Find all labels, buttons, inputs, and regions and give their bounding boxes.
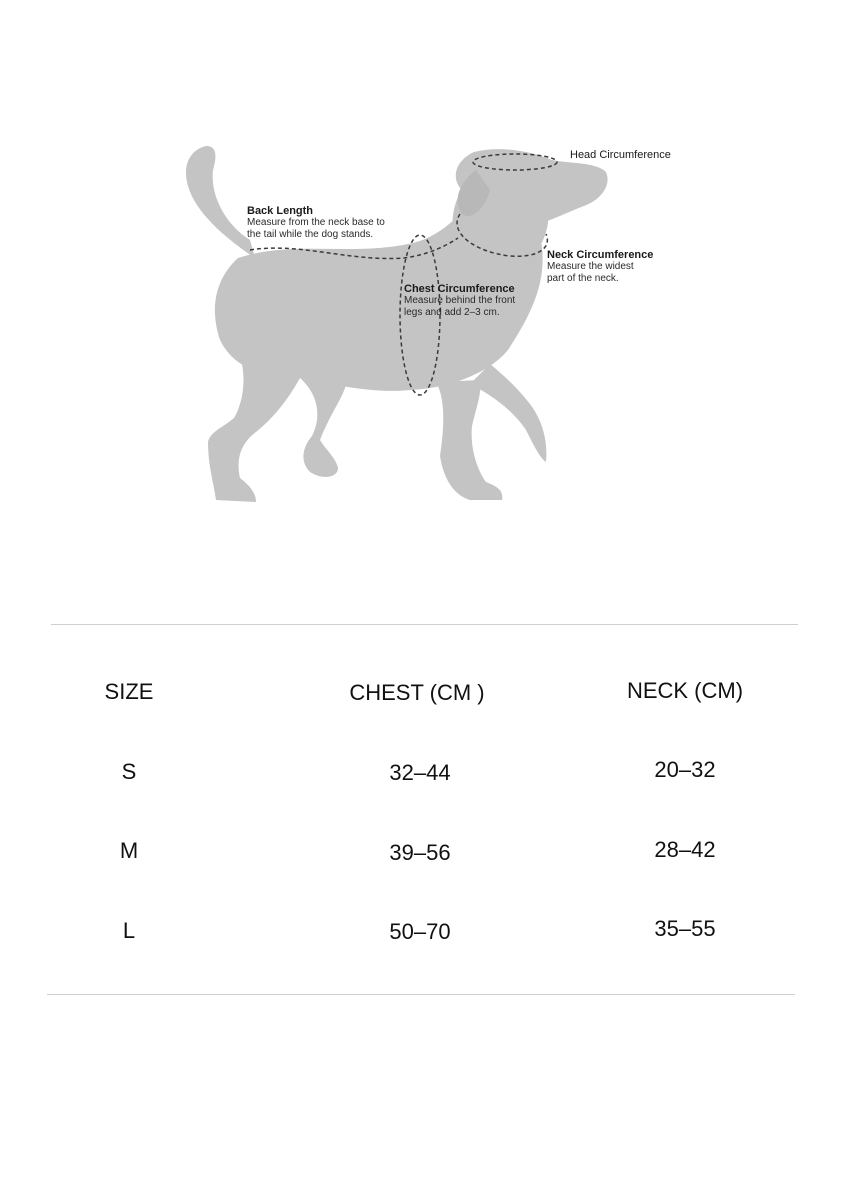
header-chest: CHEST (CM ) (349, 680, 485, 705)
neck-circumference-title: Neck Circumference (547, 249, 654, 261)
chest-circumference-desc-2: legs and add 2–3 cm. (404, 307, 500, 318)
dog-measurement-diagram (0, 0, 842, 560)
row-m-chest: 39–56 (389, 840, 451, 865)
table-bottom-divider (47, 994, 795, 995)
header-neck: NECK (CM) (626, 678, 744, 703)
row-m-neck: 28–42 (654, 837, 716, 862)
neck-circumference-label (547, 249, 653, 285)
neck-circumference-desc-2: part of the neck. (547, 273, 619, 284)
head-circumference-title: Head Circumference (570, 149, 671, 161)
dog-silhouette (186, 146, 608, 502)
neck-circumference-desc-1: Measure the widest (547, 261, 634, 272)
back-length-label (247, 205, 385, 241)
chest-circumference-label (404, 283, 515, 319)
back-length-title: Back Length (247, 205, 314, 217)
head-circumference-label (570, 149, 671, 161)
row-s-size: S (121, 759, 137, 784)
chest-circumference-desc-1: Measure behind the front (404, 295, 516, 306)
chest-circumference-title: Chest Circumference (404, 283, 515, 295)
row-l-neck: 35–55 (654, 916, 716, 941)
back-length-desc-2: the tail while the dog stands. (247, 229, 374, 240)
header-size: SIZE (104, 679, 154, 704)
row-s-neck: 20–32 (654, 757, 716, 782)
table-top-divider (51, 624, 798, 625)
row-s-chest: 32–44 (389, 760, 451, 785)
row-l-size: L (122, 918, 136, 943)
back-length-desc-1: Measure from the neck base to (247, 217, 385, 228)
row-l-chest: 50–70 (389, 919, 451, 944)
row-m-size: M (119, 838, 139, 863)
